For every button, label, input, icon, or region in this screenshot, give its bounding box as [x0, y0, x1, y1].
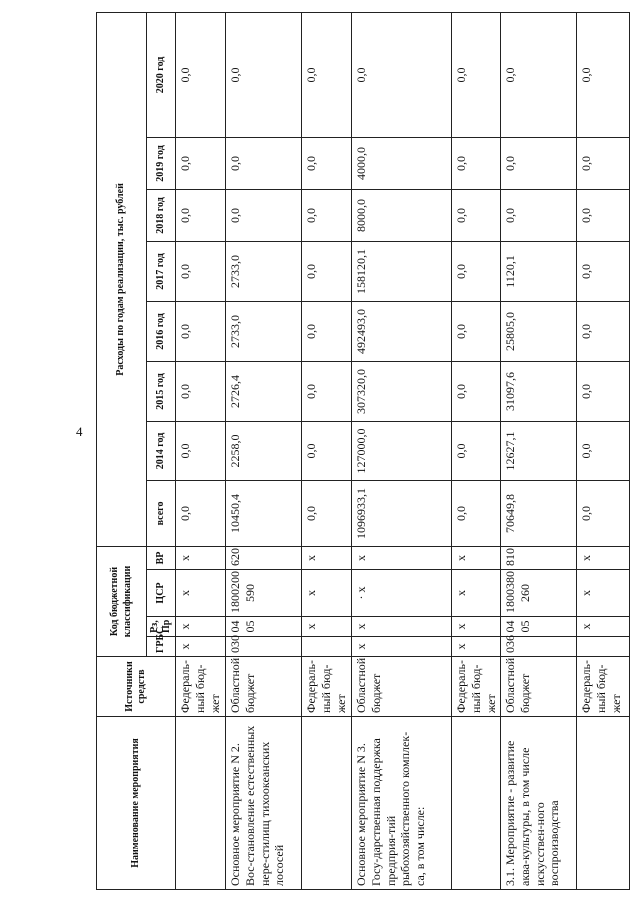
header-year-2017: 2017 год — [147, 241, 176, 301]
expense-2019: 4000,0 — [352, 137, 452, 189]
rzpr-code: 04 05 — [501, 617, 577, 637]
expense-total: 70649,8 — [501, 480, 577, 546]
expense-2020: 0,0 — [226, 12, 302, 137]
header-expenses: Расходы по годам реализации, тыс. рублей — [97, 12, 147, 546]
vr-code: x — [302, 546, 352, 569]
rzpr-code: x — [302, 617, 352, 637]
funding-source: Федераль-ный бюд-жет — [577, 657, 630, 717]
header-year-2018: 2018 год — [147, 189, 176, 241]
funding-source: Федераль-ный бюд-жет — [176, 657, 226, 717]
expense-2016: 0,0 — [302, 301, 352, 361]
csr-code: · x — [352, 570, 452, 617]
expense-2019: 0,0 — [226, 137, 302, 189]
expense-2014: 0,0 — [452, 421, 501, 480]
activity-name: 3.1. Мероприятие - развитие аква-культуры, в том числе искусствен-ного воспроизводства — [501, 717, 577, 890]
expense-2016: 492493,0 — [352, 301, 452, 361]
csr-code: x — [452, 570, 501, 617]
expense-2018: 0,0 — [176, 189, 226, 241]
grbs-code: x — [452, 637, 501, 657]
grbs-code: x — [352, 637, 452, 657]
header-year-2015: 2015 год — [147, 361, 176, 421]
expense-2017: 1120,1 — [501, 241, 577, 301]
vr-code: 810 — [501, 546, 577, 569]
expense-2017: 2733,0 — [226, 241, 302, 301]
expense-2019: 0,0 — [452, 137, 501, 189]
table-row — [352, 12, 452, 889]
grbs-code: 030 — [226, 637, 302, 657]
table-row — [226, 12, 302, 889]
rzpr-code: 04 05 — [226, 617, 302, 637]
expense-2020: 0,0 — [577, 12, 630, 137]
expense-2016: 0,0 — [452, 301, 501, 361]
expense-2017: 0,0 — [577, 241, 630, 301]
page-number: 4 — [76, 424, 83, 439]
header-rzpr: Рз, Пр — [147, 617, 176, 637]
expense-2016: 0,0 — [577, 301, 630, 361]
expense-2016: 2733,0 — [226, 301, 302, 361]
rzpr-code: x — [176, 617, 226, 637]
funding-source: Областной бюджет — [226, 657, 302, 717]
expense-2015: 0,0 — [577, 361, 630, 421]
funding-source: Областной бюджет — [352, 657, 452, 717]
expense-2014: 0,0 — [302, 421, 352, 480]
expense-2017: 0,0 — [176, 241, 226, 301]
expense-2018: 8000,0 — [352, 189, 452, 241]
expense-total: 0,0 — [577, 480, 630, 546]
header-budget-code: Код бюджетной классификации — [97, 546, 147, 656]
vr-code: x — [176, 546, 226, 569]
table-row — [501, 12, 577, 889]
csr-code: 1800200 590 — [226, 570, 302, 617]
expense-total: 0,0 — [302, 480, 352, 546]
expense-2019: 0,0 — [501, 137, 577, 189]
expense-total: 10450,4 — [226, 480, 302, 546]
expense-2018: 0,0 — [302, 189, 352, 241]
header-sources: Источники средств — [97, 657, 176, 717]
header-year-2020: 2020 год — [147, 12, 176, 137]
funding-source: Федераль-ный бюд-жет — [452, 657, 501, 717]
grbs-code: x — [176, 637, 226, 657]
budget-table-rotated — [96, 13, 623, 890]
expense-2015: 307320,0 — [352, 361, 452, 421]
activity-name: Основное мероприятие N 2. Вос-становление естественных нере-стилищ тихоокеанских лососей — [226, 717, 302, 890]
expense-2015: 2726,4 — [226, 361, 302, 421]
table-body — [176, 12, 630, 889]
expense-2014: 0,0 — [176, 421, 226, 480]
header-name: Наименование мероприятия — [97, 717, 176, 890]
table-row — [176, 12, 226, 889]
grbs-code — [577, 637, 630, 657]
expense-2015: 31097,6 — [501, 361, 577, 421]
expense-2018: 0,0 — [577, 189, 630, 241]
expense-2020: 0,0 — [452, 12, 501, 137]
activity-name — [302, 717, 352, 890]
vr-code: x — [352, 546, 452, 569]
rzpr-code: x — [577, 617, 630, 637]
csr-code: x — [577, 570, 630, 617]
expense-2014: 0,0 — [577, 421, 630, 480]
expense-2019: 0,0 — [176, 137, 226, 189]
funding-source: Областной бюджет — [501, 657, 577, 717]
header-year-total: всего — [147, 480, 176, 546]
expense-2017: 0,0 — [302, 241, 352, 301]
expense-2018: 0,0 — [452, 189, 501, 241]
expense-total: 0,0 — [176, 480, 226, 546]
expense-2017: 0,0 — [452, 241, 501, 301]
expense-total: 0,0 — [452, 480, 501, 546]
expense-2020: 0,0 — [302, 12, 352, 137]
header-year-2016: 2016 год — [147, 301, 176, 361]
expense-2017: 158120,1 — [352, 241, 452, 301]
expense-2020: 0,0 — [352, 12, 452, 137]
header-csr: ЦСР — [147, 570, 176, 617]
vr-code: 620 — [226, 546, 302, 569]
table-row — [577, 12, 630, 889]
funding-source: Федераль-ный бюд-жет — [302, 657, 352, 717]
activity-name: Основное мероприятие N 3. Госу-дарственная поддержка предприя-тий рыбохозяйственного комплек-са, в том числе: — [352, 717, 452, 890]
vr-code: x — [452, 546, 501, 569]
expense-2014: 2258,0 — [226, 421, 302, 480]
expense-2020: 0,0 — [501, 12, 577, 137]
expense-2019: 0,0 — [577, 137, 630, 189]
expense-2014: 127000,0 — [352, 421, 452, 480]
expense-2014: 12627,1 — [501, 421, 577, 480]
rzpr-code: x — [452, 617, 501, 637]
header-grbs: ГРБС — [147, 637, 176, 657]
expense-total: 1096933,1 — [352, 480, 452, 546]
csr-code: x — [176, 570, 226, 617]
csr-code: x — [302, 570, 352, 617]
activity-name — [452, 717, 501, 890]
expense-2016: 25805,0 — [501, 301, 577, 361]
expense-2015: 0,0 — [176, 361, 226, 421]
rzpr-code: x — [352, 617, 452, 637]
expense-2020: 0,0 — [176, 12, 226, 137]
header-vr: ВР — [147, 546, 176, 569]
table-row — [302, 12, 352, 889]
activity-name — [577, 717, 630, 890]
grbs-code — [302, 637, 352, 657]
expense-2015: 0,0 — [452, 361, 501, 421]
table-row — [452, 12, 501, 889]
grbs-code: 036 — [501, 637, 577, 657]
budget-table — [96, 12, 630, 890]
vr-code: x — [577, 546, 630, 569]
expense-2018: 0,0 — [501, 189, 577, 241]
expense-2019: 0,0 — [302, 137, 352, 189]
csr-code: 1800380 260 — [501, 570, 577, 617]
activity-name — [176, 717, 226, 890]
expense-2018: 0,0 — [226, 189, 302, 241]
header-year-2014: 2014 год — [147, 421, 176, 480]
expense-2016: 0,0 — [176, 301, 226, 361]
expense-2015: 0,0 — [302, 361, 352, 421]
header-year-2019: 2019 год — [147, 137, 176, 189]
